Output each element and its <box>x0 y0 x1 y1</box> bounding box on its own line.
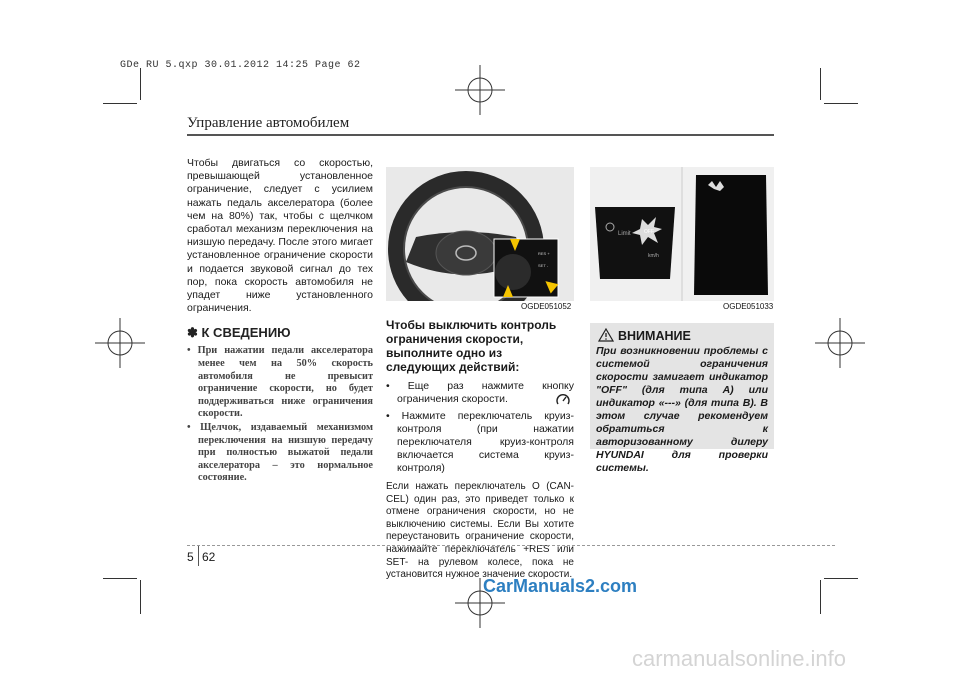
page-title: Управление автомобилем <box>187 115 350 131</box>
res-label: RES + <box>538 251 550 256</box>
info-heading: ✽ К СВЕДЕНИЮ <box>187 325 291 341</box>
list-item-text: • Еще раз нажмите кнопку ограничения скорости. <box>386 380 574 405</box>
warning-text: При возникновении проблемы с системой ограничения скорости замигает индикатор "OFF" (для типа A) или индикатор «---» (для типа B). В этом случае рекомендуем обратиться к авторизованному дилеру HYUNDAI для проверки системы. <box>596 345 768 474</box>
cluster-limit-label: Limit <box>618 231 631 237</box>
warning-icon <box>598 328 614 342</box>
site-watermark: carmanualsonline.info <box>632 646 847 671</box>
registration-mark-left <box>95 318 145 368</box>
crop-mark <box>824 578 858 579</box>
crop-mark <box>820 68 821 100</box>
steering-wheel-figure <box>386 167 574 301</box>
left-column <box>187 157 373 486</box>
cluster-display-icon <box>590 167 774 301</box>
list-item <box>386 410 574 475</box>
crop-mark <box>824 103 858 104</box>
footer-divider <box>187 545 835 546</box>
intro-paragraph: Чтобы двигаться со скоростью, превышающей установленное ограничение, следует с усилием нажать педаль акселератора (более чем на 80%) так, чтобы с щелчком сработал механизм переключения на низшую передачу. После этого мигает установленное ограничение скорости и подается звуковой сигнал до тех пор, пока скорость автомобиля не упадет ниже установленного ограничения. <box>187 157 373 315</box>
info-item: • Щелчок, издаваемый механизмом переключения на низшую передачу при полностью выжатой педали акселератора – это нормальное состояние. <box>187 422 373 484</box>
steering-wheel-icon <box>386 167 574 301</box>
crop-mark <box>103 578 137 579</box>
crop-mark <box>140 68 141 100</box>
chapter-number: 5 <box>187 550 194 564</box>
cluster-figure <box>590 167 774 301</box>
crop-mark <box>140 580 141 614</box>
page-number-divider <box>198 546 199 566</box>
registration-mark-top <box>455 65 505 115</box>
bullet-list <box>386 380 574 475</box>
info-item: • При нажатии педали акселератора менее чем на 50% скорость автомобиля не превысит ограничение скорости, но будет поддерживаться ниже ограничения скорости. <box>187 345 373 420</box>
cluster-off-label: OFF <box>644 229 654 235</box>
watermark-logo: CarManuals2.com <box>483 576 638 596</box>
middle-column <box>386 318 574 582</box>
info-list <box>187 345 373 485</box>
body-paragraph: Если нажать переключатель O (CAN-CEL) один раз, это приведет только к отмене ограничения скорости, но не выключению системы. Если Вы хотите переустановить ограничение скорости, нажимайте переключатель +RES или SET- на рулевом колесе, пока не установится нужное значение скорости. <box>386 481 574 581</box>
crop-mark <box>820 580 821 614</box>
figure-caption: OGDE051033 <box>723 302 774 311</box>
section-heading: Чтобы выключить контроль ограничения скорости, выполните одно из следующих действий: <box>386 318 557 374</box>
file-info: GDe RU 5.qxp 30.01.2012 14:25 Page 62 <box>120 60 361 71</box>
speed-limit-button-icon <box>556 393 570 407</box>
crop-mark <box>103 103 137 104</box>
set-label: SET - <box>538 263 549 268</box>
warning-title: ВНИМАНИЕ <box>618 329 691 343</box>
cluster-unit-label: km/h <box>648 253 659 259</box>
page-number: 62 <box>202 550 216 564</box>
figure-caption: OGDE051052 <box>521 302 572 311</box>
list-item <box>386 380 574 406</box>
registration-mark-right <box>815 318 865 368</box>
title-divider <box>187 134 774 136</box>
warning-box <box>590 323 774 474</box>
list-item-text: • Нажмите переключатель круиз-контроля (при нажатии переключателя круиз-контроля включается система круиз-контроля) <box>386 410 574 474</box>
